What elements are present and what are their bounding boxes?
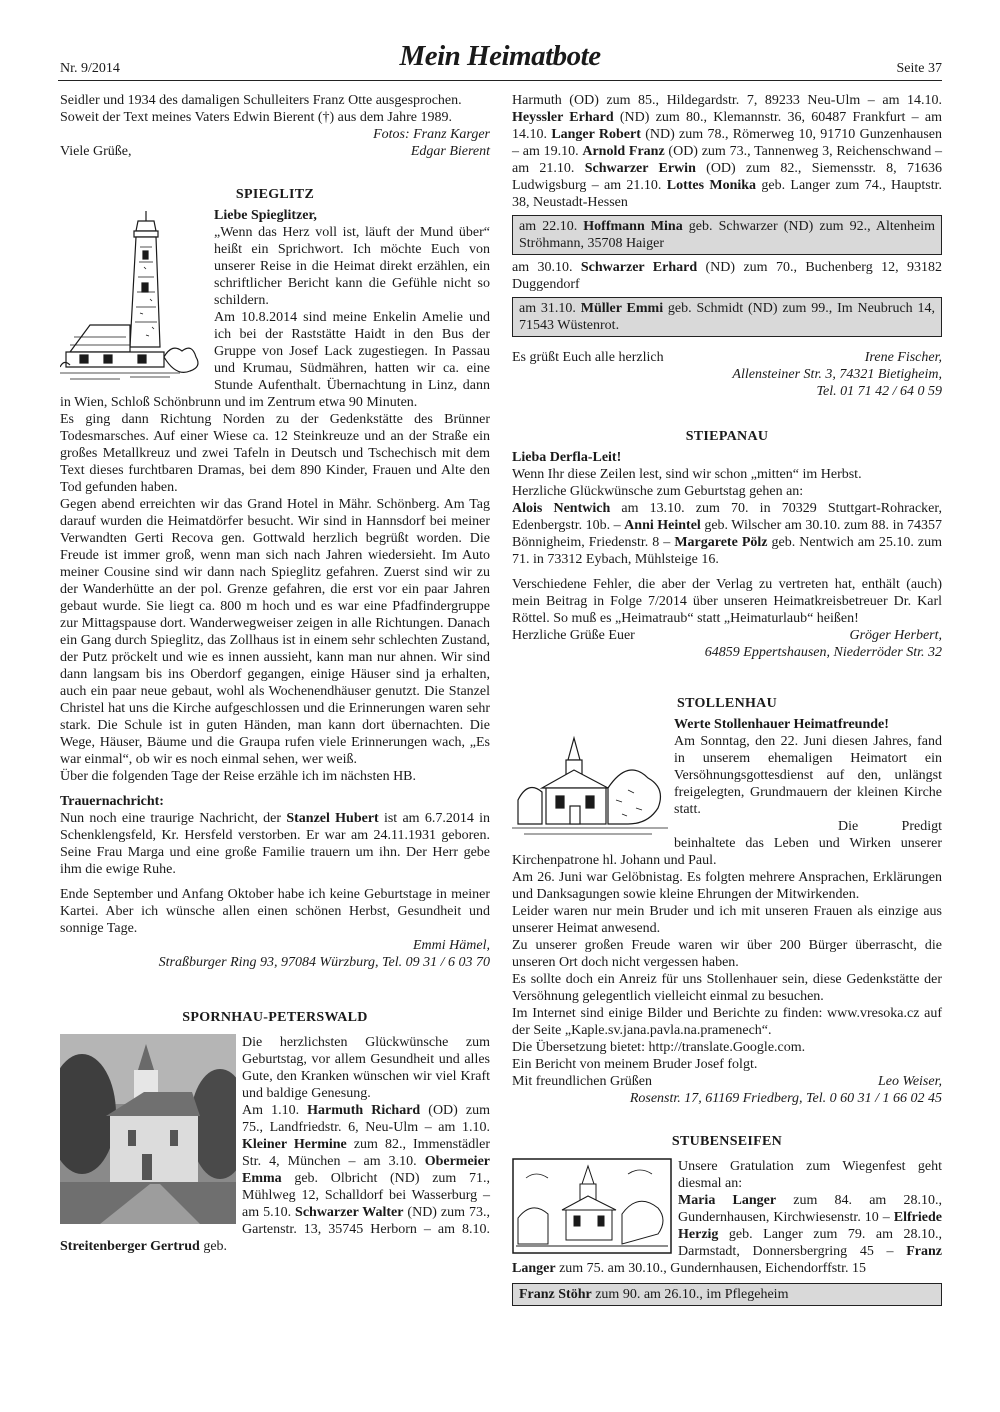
spieglitz-paragraph-2: Am 10.8.2014 sind meine Enkelin Amelie und ich bei der Raststätte Haidt in den Bus der Gruppe von Josef Lack zugestiegen. In Passau und Krumau, Südmähren, hatten wir ca. eine Stunde Aufenthalt. Übernachtung in Linz, dann in Wien, Schloß Schönbrunn und im Zentrum etwa 90 Minuten. (60, 310, 490, 410)
stollenhau-paragraph-2: Die Predigt beinhaltete das Leben und Wirken unserer Kirchenpatrone hl. Johann und Paul. (512, 819, 942, 868)
header-divider (58, 80, 942, 81)
stiepanau-author: Gröger Herbert, (849, 628, 942, 643)
intro-text-2: Soweit der Text meines Vaters Edwin Bierent (†) aus dem Jahre 1989. (60, 110, 452, 125)
section-heading-stollenhau: STOLLENHAU (677, 696, 777, 711)
stollenhau-greeting-row (512, 1073, 942, 1090)
stollenhau-paragraph-4: Leider waren nur mein Bruder und ich mit unseren Frauen als einzige aus unserer Heimat anwesend. (512, 904, 942, 936)
highlight-box-hoffmann: am 22.10. Hoffmann Mina geb. Schwarzer (ND) zum 92., Altenheim Ströhmann, 35708 Haiger (512, 215, 942, 255)
tower-illustration (60, 207, 208, 385)
stollenhau-paragraph-9: Ein Bericht von meinem Bruder Josef folgt. (512, 1057, 758, 1072)
page-number: Seite 37 (896, 61, 942, 76)
fischer-greeting-row (512, 349, 942, 366)
stollenhau-paragraph-5: Zu unserer großen Freude waren wir über 200 Bürger überrascht, die unseren Ort doch nicht vergessen haben. (512, 938, 942, 970)
spieglitz-paragraph-5: Über die folgenden Tage der Reise erzähle ich im nächsten HB. (60, 769, 417, 784)
greeting-row (60, 143, 490, 160)
obituary-heading: Trauernachricht: (60, 794, 164, 809)
fischer-author: Irene Fischer, (864, 350, 942, 365)
section-heading-spornhau: SPORNHAU-PETERSWALD (182, 1010, 368, 1025)
stollenhau-author: Leo Weiser, (877, 1074, 942, 1089)
village-illustration (512, 1158, 672, 1254)
birthday-schwarzer-erhard: am 30.10. Schwarzer Erhard (ND) zum 70., Buchenberg 12, 93182 Duggendorf (512, 260, 942, 292)
right-column (512, 92, 942, 1310)
stubenseifen-text: Unsere Gratulation zum Wiegenfest geht diesmal an: Maria Langer zum 84. am 28.10., Gundernhausen, Kirchwiesenstr. 10 – Elfriede Herzig geb. Langer zum 79. am 28.10., Darmstadt, Donnersbergring 45 – Franz Langer zum 75. am 30.10., Gundernhausen, Eichendorffstr. 15 (512, 1159, 942, 1276)
masthead-title: Mein Heimatbote (399, 40, 601, 72)
fischer-address-2: Tel. 01 71 42 / 64 0 59 (816, 384, 942, 399)
stollenhau-paragraph-1: Am Sonntag, den 22. Juni diesen Jahres, fand in unserem ehemaligen Heimatort ein Versöhnungsgottesdienst auf den, unlängst freigelegten, Grundmauern der kleinen Kirche statt. (674, 734, 942, 817)
stiepanau-greeting-row (512, 627, 942, 644)
highlight-box-mueller: am 31.10. Müller Emmi geb. Schmidt (ND) zum 99., Im Neubruch 14, 71543 Wüstenrot. (512, 297, 942, 337)
section-heading-spieglitz: SPIEGLITZ (235, 187, 315, 202)
stollenhau-paragraph-8: Die Übersetzung bietet: http://translate.Google.com. (512, 1040, 806, 1055)
greeting-author: Edgar Bierent (410, 144, 490, 159)
stiepanau-paragraph-1: Wenn Ihr diese Zeilen lest, sind wir schon „mitten“ im Herbst. (512, 467, 862, 482)
stiepanau-birthdays: Alois Nentwich am 13.10. zum 70. in 70329 Stuttgart-Rohracker, Edenbergstr. 10b. – Anni Heintel geb. Wilscher am 30.10. zum 88. in 74357 Bönnigheim, Friedenstr. 8 – Margarete Pölz geb. Nentwich am 25.10. zum 71. in 73312 Eybach, Mühlsteige 16. (512, 501, 942, 567)
church-photo (60, 1034, 236, 1224)
spieglitz-paragraph-4: Gegen abend erreichten wir das Grand Hotel in Mähr. Schönberg. Am Tag darauf wurden die Heimatdörfer besucht. Wir sind in Hannsdorf bei meiner Verwandten Gerti Recova gen. Gottwald herzlich begrüßt worden. Die Freude ist immer groß, wenn man sich nach Jahren wiedersieht. Im Auto meiner Cousine sind wir dann nach Spieglitz gefahren. Zuerst sind wir zu der Wanderhütte an der pol. Grenze gefahren, die erst vor ein paar Jahren gebaut wurde. Sie liegt ca. 800 m hoch und es war eine Pfadfindergruppe zur Mittagspause dort. Wanderwegweiser zeigen in alle Richtungen. Danach ein Gang durch Spieglitz, das Zollhaus ist in einem sehr schlechten Zustand, der Putz pröckelt und wie es innen aussieht, kann man nur ahnen. Wir sind dann langsam bis ins Oberdorf gegangen, einige Häuser sind ja erhalten, auch ein paar neue gebaut, wohl als Wochenendhäuser genutzt. Die Stanzel Christel hat uns die Kirche aufgeschlossen und die Erinnerungen waren sehr stark. Die Schule ist in guten Händen, man kann dort übernachten. Die Wege, Häuser, Bäume und die Graupa rufen viele Erinnerungen wach, „Es war einmal“, ob wir es noch einmal sehen, wer weiß. (60, 497, 490, 767)
spieglitz-paragraph-3: Es ging dann Richtung Norden zu der Gedenkstätte des Brünner Todesmarsches. Auf einer Wiese ca. 12 Steinkreuze und an der Straße ein großes Metallkreuz und zwei Tafeln in Deutsch und Tschechisch mit dem Text dieses furchtbaren Dramas, bei dem 890 Kinder, Frauen und Alte den Tod gefunden haben. (60, 412, 490, 495)
stollenhau-address: Rosenstr. 17, 61169 Friedberg, Tel. 0 60 31 / 1 66 02 45 (629, 1091, 942, 1106)
stollenhau-salutation: Werte Stollenhauer Heimatfreunde! (674, 717, 889, 732)
stiepanau-paragraph-3: Verschiedene Fehler, die aber der Verlag zu vertreten hat, enthält (auch) mein Beitrag in Folge 7/2014 über unseren Heimatkreisbetreuer Dr. Karl Röttel. So muß es „Heimatraub“ statt „Heimaturlaub“ heißen! (512, 577, 942, 626)
spieglitz-author: Emmi Hämel, (413, 938, 490, 953)
left-column (60, 92, 490, 1255)
stollenhau-paragraph-6: Es sollte doch ein Anreiz für uns Stollenhauer sein, diese Gedenkstätte der Versöhnung gelegentlich vielleicht einmal zu besuchen. (512, 972, 942, 1004)
stiepanau-paragraph-2: Herzliche Glückwünsche zum Geburtstag gehen an: (512, 484, 804, 499)
spornhau-text: Die herzlichsten Glückwünsche zum Geburtstag, vor allem Gesundheit und alles Gute, den Kranken wünschen wir viel Kraft und baldige Genesung. Am 1.10. Harmuth Richard (OD) zum 75., Landfriedstr. 6, Neu-Ulm – am 1.10. Kleiner Hermine zum 82., Immenstädler Str. 4, München – am 3.10. Obermeier Emma geb. Olbricht (ND) zum 71., Mühlweg 12, Schalldorf bei Wasserburg – am 5.10. Schwarzer Walter (ND) zum 73., Gartenstr. 13, 35745 Herborn – am 8.10. Streitenberger Gertrud geb. (60, 1035, 491, 1254)
photo-credit: Fotos: Franz Karger (373, 127, 490, 142)
obituary-name: Stanzel Hubert (286, 811, 379, 826)
spieglitz-paragraph-1: „Wenn das Herz voll ist, läuft der Mund über“ heißt ein Sprichwort. Ich möchte Euch von unserer Reise in die Heimat direkt erzählen, ein schriftlicher Bericht kann die Gefühle nicht so schildern. (214, 225, 490, 308)
highlight-box-stoehr: Franz Stöhr zum 90. am 26.10., im Pflegeheim (512, 1283, 942, 1306)
section-heading-stubenseifen: STUBENSEIFEN (671, 1134, 783, 1149)
fischer-greeting: Es grüßt Euch alle herzlich (512, 350, 664, 365)
stollenhau-paragraph-3: Am 26. Juni war Gelöbnistag. Es folgten mehrere Ansprachen, Erklärungen und Danksagungen sowie kleine Ehrungen der Mitwirkenden. (512, 870, 942, 902)
intro-text-1: Seidler und 1934 des damaligen Schulleiters Franz Otte ausgesprochen. (60, 93, 462, 108)
spieglitz-salutation: Liebe Spieglitzer, (214, 208, 317, 223)
obituary-text: Nun noch eine traurige Nachricht, der Stanzel Hubert ist am 6.7.2014 in Schenklengsfeld, Kr. Hersfeld verstorben. Er war am 24.11.1931 geboren. Seine Frau Marga und eine große Familie trauern um ihn. Der Herr gebe ihm die ewige Ruhe. (60, 811, 490, 877)
spieglitz-address: Straßburger Ring 93, 97084 Würzburg, Tel. 09 31 / 6 03 70 (158, 955, 490, 970)
stiepanau-salutation: Lieba Derfla-Leit! (512, 450, 622, 465)
stollenhau-paragraph-7: Im Internet sind einige Bilder und Berichte zu finden: www.vresoka.cz auf der Seite „Kaple.sv.jana.pavla.na.pramenech“. (512, 1006, 942, 1038)
fischer-address-1: Allensteiner Str. 3, 74321 Bietigheim, (732, 367, 942, 382)
stollenhau-greeting: Mit freundlichen Grüßen (512, 1074, 652, 1089)
spieglitz-paragraph-6: Ende September und Anfang Oktober habe ich keine Geburtstage in meiner Kartei. Aber ich wünsche allen einen schönen Herbst, Gesundheit und sonnige Tage. (60, 887, 490, 936)
stiepanau-address: 64859 Eppertshausen, Niederröder Str. 32 (704, 645, 942, 660)
spornhau-continued: Harmuth (OD) zum 85., Hildegardstr. 7, 89233 Neu-Ulm – am 14.10. Heyssler Erhard (ND) zum 80., Klemannstr. 36, 60487 Frankfurt – am 14.10. Langer Robert (ND) zum 78., Römerweg 10, 91710 Gunzenhausen – am 19.10. Arnold Franz (OD) zum 73., Tannenweg 3, Reichenschwand – am 21.10. Schwarzer Erwin (OD) zum 82., Siemensstr. 8, 71636 Ludwigsburg – am 21.10. Lottes Monika geb. Langer zum 74., Hauptstr. 38, Neustadt-Hessen (512, 93, 943, 210)
chapel-illustration (512, 730, 668, 840)
greeting: Viele Grüße, (60, 144, 132, 159)
stiepanau-greeting: Herzliche Grüße Euer (512, 628, 635, 643)
section-heading-stiepanau: STIEPANAU (685, 429, 769, 444)
issue-number: Nr. 9/2014 (60, 61, 120, 76)
